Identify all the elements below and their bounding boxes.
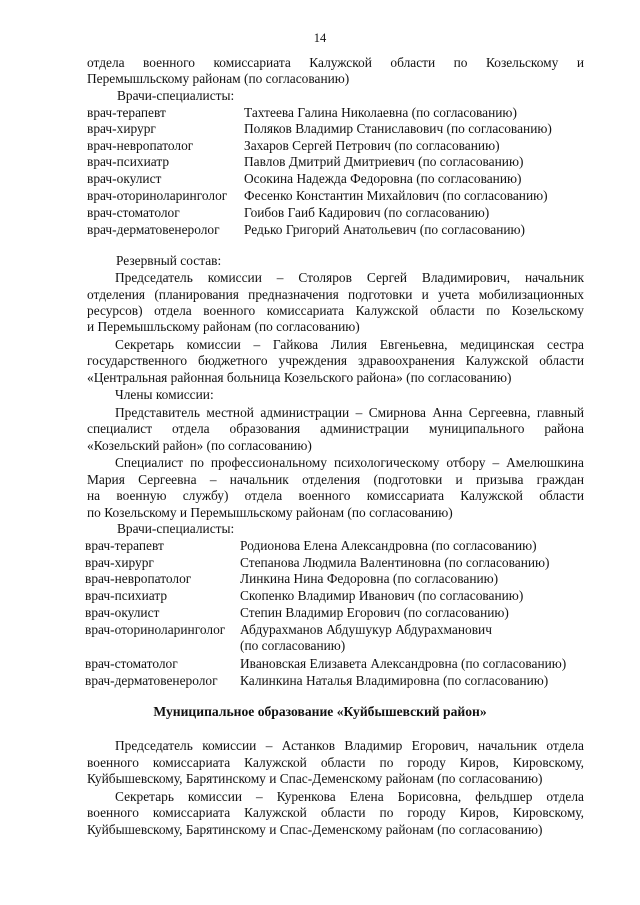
doctor-role: врач-окулист [85, 605, 160, 620]
text-line: «Козельский район» (по согласованию) [87, 438, 312, 453]
doctor-name: Захаров Сергей Петрович (по согласованию) [244, 138, 500, 153]
doctor-row [87, 188, 587, 204]
page-number: 14 [313, 31, 327, 45]
text-line: Секретарь комиссии – Гайкова Лилия Евгеньевна, медицинская сестра [115, 337, 584, 352]
doctor-row [87, 171, 587, 187]
doctor-role: врач-невропатолог [87, 138, 194, 153]
text-line: ресурсов) отдела военного комиссариата Калужской области по Козельскому [87, 303, 584, 318]
text-line: по Козельскому и Перемышльскому районам (по согласованию) [87, 505, 453, 520]
members-heading: Члены комиссии: [115, 387, 214, 402]
doctor-role: врач-стоматолог [85, 656, 178, 671]
doctor-name: Калинкина Наталья Владимировна (по согласованию) [240, 673, 549, 688]
text-line: Специалист по профессиональному психологическому отбору – Амелюшкина [115, 455, 584, 470]
doctor-role: врач-терапевт [85, 538, 164, 553]
text-line: отдела военного комиссариата Калужской области по Козельскому и [87, 55, 584, 70]
doctor-name: Тахтеева Галина Николаевна (по согласованию) [244, 105, 517, 120]
doctor-row [85, 622, 585, 638]
text-line: Секретарь комиссии – Куренкова Елена Борисовна, фельдшер отдела [115, 789, 584, 804]
doctor-role: врач-терапевт [87, 105, 166, 120]
doctor-row [87, 121, 587, 137]
doctor-role: врач-невропатолог [85, 571, 192, 586]
doctor-row [87, 138, 587, 154]
doctor-row [87, 105, 587, 121]
specialists-heading: Врачи-специалисты: [117, 88, 235, 103]
doctor-role: врач-хирург [87, 121, 156, 136]
text-line: военного комиссариата Калужской области по городу Киров, Кировскому, [87, 755, 584, 770]
doctor-row [85, 571, 585, 587]
text-line: специалист отдела образования администрации муниципального района [87, 421, 584, 436]
doctor-row [85, 605, 585, 621]
reserve-heading: Резервный состав: [116, 253, 222, 268]
doctor-role: врач-оториноларинголог [87, 188, 228, 203]
doctor-name: Родионова Елена Александровна (по согласованию) [240, 538, 537, 553]
doctor-row [85, 588, 585, 604]
doctor-name: Линкина Нина Федоровна (по согласованию) [240, 571, 499, 586]
doctor-row [85, 673, 585, 689]
doctor-row [85, 538, 585, 554]
doctor-name: Абдурахманов Абдушукур Абдурахманович [240, 622, 492, 637]
doctor-name-continuation: (по согласованию) [240, 638, 346, 653]
doctor-role: врач-дерматовенеролог [87, 222, 220, 237]
doctor-role: врач-оториноларинголог [85, 622, 226, 637]
text-line: и Перемышльскому районам (по согласованию) [87, 319, 360, 334]
doctor-name: Степанова Людмила Валентиновна (по согласованию) [240, 555, 550, 570]
text-line: «Центральная районная больница Козельского района» (по согласованию) [87, 370, 512, 385]
doctor-name: Фесенко Константин Михайлович (по согласованию) [244, 188, 548, 203]
text-line: государственного бюджетного учреждения здравоохранения Калужской области [87, 353, 584, 368]
doctor-name: Гоибов Гаиб Кадирович (по согласованию) [244, 205, 490, 220]
text-line: отделения (планирования предназначения подготовки и учета мобилизационных [87, 287, 584, 302]
text-line: на военную службу) отдела военного комиссариата Калужской области [87, 488, 584, 503]
text-line: Представитель местной администрации – Смирнова Анна Сергеевна, главный [115, 405, 584, 420]
doctor-name: Поляков Владимир Станиславович (по согласованию) [244, 121, 552, 136]
specialists-heading: Врачи-специалисты: [117, 521, 235, 536]
doctor-row [85, 555, 585, 571]
doctor-role: врач-психиатр [87, 154, 170, 169]
text-line: Перемышльскому районам (по согласованию) [87, 71, 350, 86]
text-line: Мария Сергеевна – начальник отделения (подготовки и призыва граждан [87, 472, 584, 487]
doctor-row-continuation [85, 638, 585, 654]
section-heading: Муниципальное образование «Куйбышевский район» [153, 704, 487, 719]
doctor-row [87, 205, 587, 221]
doctor-role: врач-психиатр [85, 588, 168, 603]
doctor-name: Скопенко Владимир Иванович (по согласованию) [240, 588, 524, 603]
text-line: военного комиссариата Калужской области по городу Киров, Кировскому, [87, 805, 584, 820]
text-line: Куйбышевскому, Барятинскому и Спас-Деменскому районам (по согласованию) [87, 771, 543, 786]
doctor-role: врач-хирург [85, 555, 154, 570]
doctor-row [85, 656, 585, 672]
doctor-name: Ивановская Елизавета Александровна (по согласованию) [240, 656, 567, 671]
doctor-row [87, 154, 587, 170]
doctor-name: Редько Григорий Анатольевич (по согласованию) [244, 222, 526, 237]
text-line: Председатель комиссии – Столяров Сергей Владимирович, начальник [115, 270, 584, 285]
doctor-role: врач-стоматолог [87, 205, 180, 220]
text-line: Председатель комиссии – Астанков Владимир Егорович, начальник отдела [115, 738, 584, 753]
doctor-row [87, 222, 587, 238]
doctor-name: Осокина Надежда Федоровна (по согласованию) [244, 171, 522, 186]
doctor-name: Степин Владимир Егорович (по согласованию) [240, 605, 509, 620]
text-line: Куйбышевскому, Барятинскому и Спас-Деменскому районам (по согласованию) [87, 822, 543, 837]
doctor-role: врач-дерматовенеролог [85, 673, 218, 688]
doctor-role: врач-окулист [87, 171, 162, 186]
doctor-name: Павлов Дмитрий Дмитриевич (по согласованию) [244, 154, 524, 169]
